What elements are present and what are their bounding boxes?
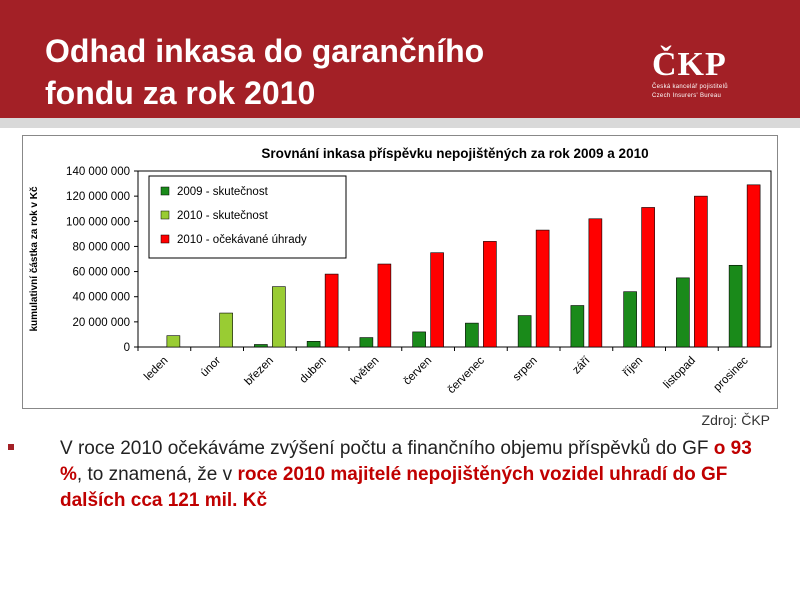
x-tick-label: září (570, 354, 593, 377)
bar-2010-expected (694, 196, 707, 347)
summary-paragraph (60, 436, 760, 514)
bar-2010-actual (167, 336, 180, 347)
x-tick-label: červen (401, 354, 435, 388)
x-tick-label: prosinec (711, 354, 751, 394)
logo-subtitle-en: Czech Insurers' Bureau (652, 93, 722, 99)
bar-2010-expected (747, 185, 760, 347)
x-tick-label: březen (242, 354, 276, 388)
chart-legend (149, 176, 346, 258)
summary-text-2: , to znamená, že v (76, 464, 238, 485)
legend-swatch (161, 187, 169, 195)
ckp-logo (652, 48, 762, 100)
bar-2010-expected (431, 253, 444, 347)
bar-2009-actual (571, 306, 584, 347)
legend-label: 2009 - skutečnost (177, 186, 268, 198)
bar-2010-expected (589, 219, 602, 347)
source-note: Zdroj: ČKP (701, 412, 770, 428)
bar-2010-expected (325, 274, 338, 347)
summary-highlight-2: roce 2010 majitelé nepojištěných vozidel uhradí do GF dalších cca 121 mil. Kč (60, 464, 728, 511)
legend-label: 2010 - očekávané úhrady (177, 234, 307, 246)
header-divider (0, 118, 800, 128)
bar-2009-actual (518, 316, 531, 347)
bar-2009-actual (360, 338, 373, 347)
x-tick-label: říjen (620, 354, 646, 379)
page-title (45, 30, 605, 114)
bar-2010-expected (536, 230, 549, 347)
legend-swatch (161, 211, 169, 219)
bar-2010-expected (642, 207, 655, 347)
y-tick-label: 100 000 000 (66, 216, 130, 229)
bar-2009-actual (254, 344, 267, 347)
summary-highlight-1: o 93 % (60, 438, 752, 485)
bullet-marker (8, 444, 14, 450)
bar-2009-actual (676, 278, 689, 347)
bar-2010-actual (220, 313, 233, 347)
x-tick-label: listopad (661, 354, 698, 392)
logo-mark: ČKP (652, 46, 727, 83)
logo-subtitle-cz: Česká kancelář pojistitelů (652, 84, 728, 90)
y-tick-label: 120 000 000 (66, 191, 130, 204)
bar-2010-expected (483, 241, 496, 347)
y-tick-label: 0 (123, 342, 130, 354)
bar-2010-expected (378, 264, 391, 347)
chart-container (22, 135, 778, 409)
summary-text-1: V roce 2010 očekáváme zvýšení počtu a finančního objemu příspěvků do GF (60, 438, 714, 459)
x-tick-label: duben (297, 354, 329, 386)
y-tick-label: 40 000 000 (72, 291, 130, 304)
chart-title: Srovnání inkasa příspěvku nepojištěných za rok 2009 a 2010 (261, 146, 649, 161)
bar-chart (23, 136, 777, 408)
title-line-1: Odhad inkasa do garančního (45, 33, 485, 69)
legend-label: 2010 - skutečnost (177, 210, 268, 222)
bar-2009-actual (729, 265, 742, 347)
y-tick-label: 60 000 000 (72, 266, 130, 279)
y-tick-label: 80 000 000 (72, 241, 130, 254)
y-axis-label: kumulativní částka za rok v Kč (29, 186, 40, 332)
bar-2009-actual (624, 292, 637, 347)
y-tick-label: 20 000 000 (72, 316, 130, 329)
x-tick-label: leden (142, 354, 171, 384)
bar-2009-actual (465, 323, 478, 347)
legend-swatch (161, 235, 169, 243)
bar-2009-actual (413, 332, 426, 347)
x-tick-label: červenec (445, 354, 487, 397)
x-tick-label: únor (198, 354, 224, 380)
bar-2010-actual (272, 287, 285, 347)
x-tick-label: květen (349, 354, 382, 388)
x-tick-label: srpen (510, 354, 540, 384)
y-tick-label: 140 000 000 (66, 166, 130, 178)
bar-2009-actual (307, 341, 320, 347)
header-bar (0, 0, 800, 118)
title-line-2: fondu za rok 2010 (45, 75, 316, 111)
